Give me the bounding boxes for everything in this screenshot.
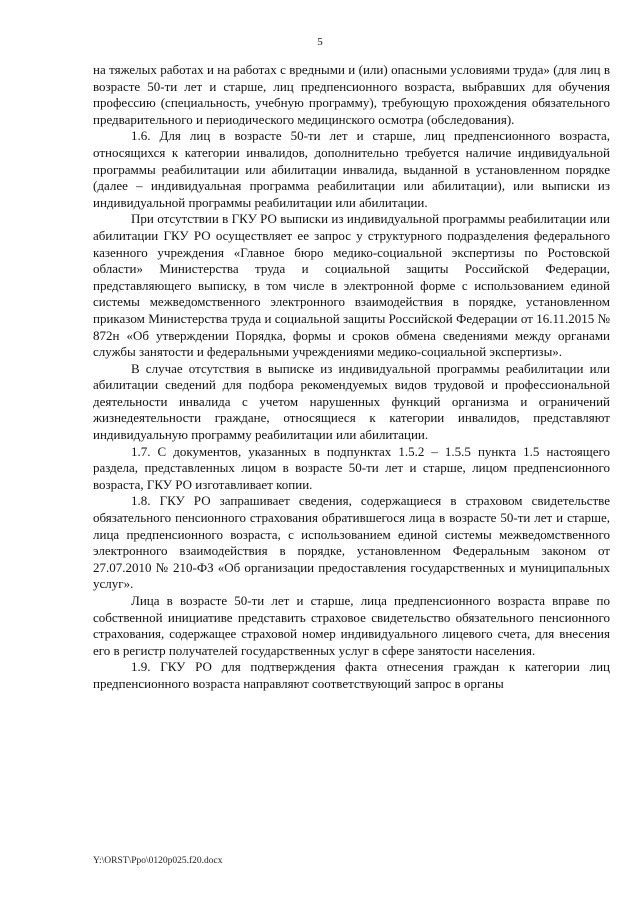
paragraph-1-9: 1.9. ГКУ РО для подтверждения факта отнесения граждан к категории лиц предпенсионного возраста направляют соответствующий запрос в органы bbox=[93, 659, 610, 691]
footer-file-path: Y:\ORST\Ppo\0120p025.f20.docx bbox=[93, 856, 223, 866]
paragraph-continuation: на тяжелых работах и на работах с вредными и (или) опасными условиями труда» (для лиц в возрасте 50-ти лет и старше, лиц предпенсионного возраста, выбравших для обучения профессию (специальность, учебную программу), требующую прохождения обязательного предварительного и периодического медицинского осмотра (обследования). bbox=[93, 62, 610, 127]
paragraph-own-initiative: Лица в возрасте 50-ти лет и старше, лица предпенсионного возраста вправе по собственной инициативе представить страховое свидетельство обязательного пенсионного страхования, содержащее страховой номер индивидуального лицевого счета, для внесения его в регистр получателей государственных услуг в сфере занятости населения. bbox=[93, 593, 610, 658]
paragraph-extract-absence: При отсутствии в ГКУ РО выписки из индивидуальной программы реабилитации или абилитации ГКУ РО осуществляет ее запрос у структурного подразделения федерального казенного учреждения «Главное бюро медико-социальной экспертизы по Ростовской области» Министерства труда и социальной защиты Российской Федерации, представляющего выписку, в том числе в электронной форме с использованием единой системы межведомственного электронного взаимодействия в порядке, установленном приказом Министерства труда и социальной защиты Российской Федерации от 16.11.2015 № 872н «Об утверждении Порядка, формы и сроков обмена сведениями между органами службы занятости и федеральными учреждениями медико-социальной экспертизы». bbox=[93, 211, 610, 360]
paragraph-1-6: 1.6. Для лиц в возрасте 50-ти лет и старше, лиц предпенсионного возраста, относящихся к категории инвалидов, дополнительно требуется наличие индивидуальной программы реабилитации или абилитации инвалида, выданной в установленном порядке (далее – индивидуальная программа реабилитации или абилитации), или выписки из индивидуальной программы реабилитации или абилитации. bbox=[93, 128, 610, 210]
page-number: 5 bbox=[317, 36, 323, 48]
document-body bbox=[93, 62, 610, 693]
paragraph-1-8: 1.8. ГКУ РО запрашивает сведения, содержащиеся в страховом свидетельстве обязательного пенсионного страхования обратившегося лица в возрасте 50-ти лет и старше, лица предпенсионного возраста, с использованием единой системы межведомственного электронного взаимодействия в порядке, установленном Федеральным законом от 27.07.2010 № 210-ФЗ «Об организации предоставления государственных и муниципальных услуг». bbox=[93, 493, 610, 592]
paragraph-1-7: 1.7. С документов, указанных в подпунктах 1.5.2 – 1.5.5 пункта 1.5 настоящего раздела, представленных лицом в возрасте 50-ти лет и старше, лицом предпенсионного возраста, ГКУ РО изготавливает копии. bbox=[93, 443, 610, 492]
paragraph-no-info-in-extract: В случае отсутствия в выписке из индивидуальной программы реабилитации или абилитации сведений для подбора рекомендуемых видов трудовой и профессиональной деятельности инвалида с учетом нарушенных функций организма и ограничений жизнедеятельности граждане, относящиеся к категории инвалидов, представляют индивидуальную программу реабилитации или абилитации. bbox=[93, 360, 610, 443]
